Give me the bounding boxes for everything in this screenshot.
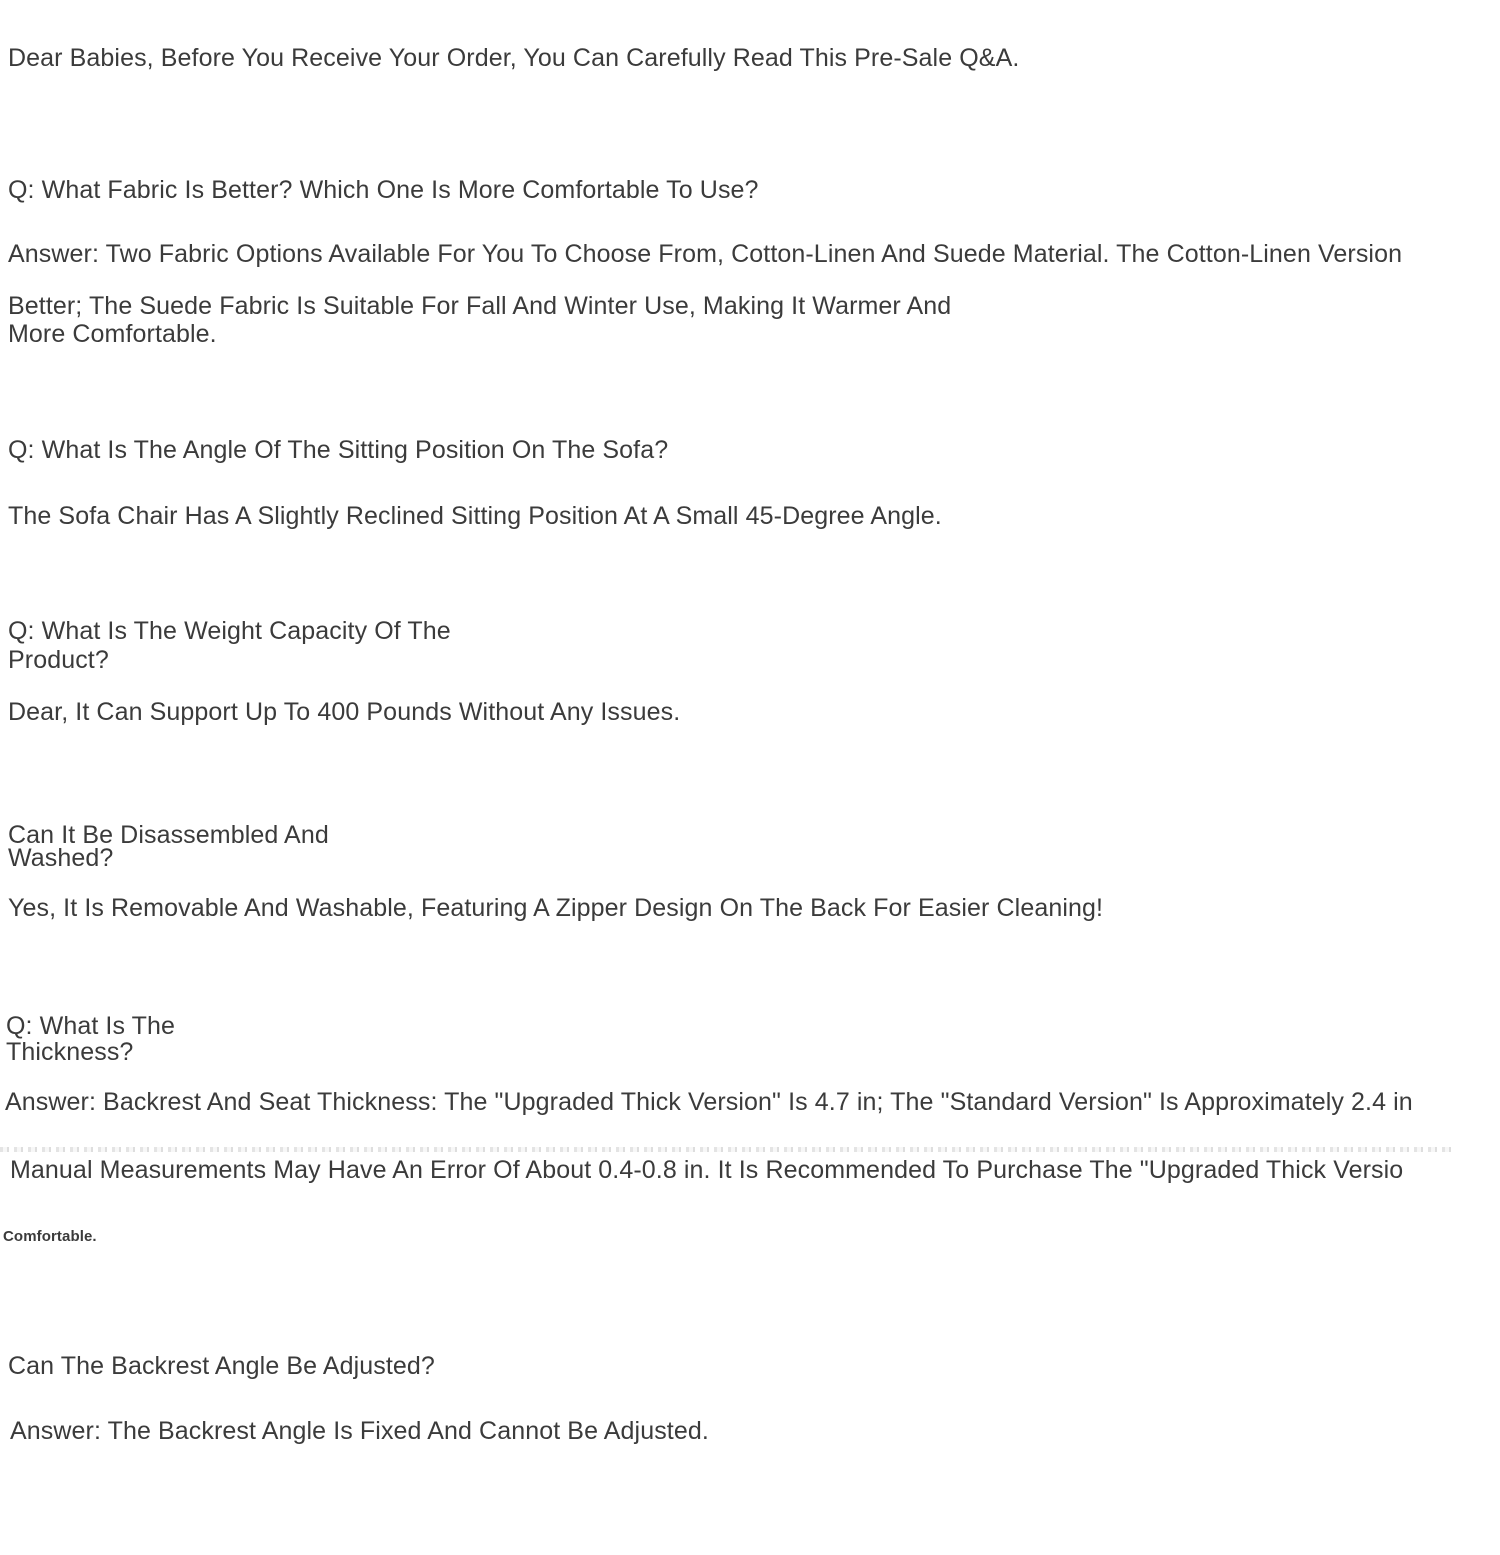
answer-thickness-line-3: Comfortable.: [3, 1228, 97, 1245]
answer-weight: Dear, It Can Support Up To 400 Pounds Without Any Issues.: [8, 698, 681, 726]
divider: [0, 1147, 1455, 1152]
question-thickness-line-2: Thickness?: [6, 1038, 134, 1066]
answer-fabric-line-1: Answer: Two Fabric Options Available For You To Choose From, Cotton-Linen And Suede Material. The Cotton-Linen Version: [8, 240, 1403, 268]
answer-backrest: Answer: The Backrest Angle Is Fixed And Cannot Be Adjusted.: [10, 1417, 709, 1445]
question-backrest: Can The Backrest Angle Be Adjusted?: [8, 1352, 435, 1380]
answer-wash: Yes, It Is Removable And Washable, Featuring A Zipper Design On The Back For Easier Cleaning!: [8, 894, 1104, 922]
question-weight-line-2: Product?: [8, 646, 109, 674]
answer-thickness-line-2: Manual Measurements May Have An Error Of About 0.4-0.8 in. It Is Recommended To Purchase The "Upgraded Thick Versio: [10, 1156, 1404, 1184]
answer-fabric-line-2: Better; The Suede Fabric Is Suitable For Fall And Winter Use, Making It Warmer And: [8, 292, 952, 320]
question-angle: Q: What Is The Angle Of The Sitting Position On The Sofa?: [8, 436, 669, 464]
question-wash-line-2: Washed?: [8, 844, 114, 872]
answer-angle: The Sofa Chair Has A Slightly Reclined Sitting Position At A Small 45-Degree Angle.: [8, 502, 942, 530]
answer-fabric-line-3: More Comfortable.: [8, 320, 217, 348]
question-thickness-line-1: Q: What Is The: [6, 1012, 176, 1040]
question-fabric: Q: What Fabric Is Better? Which One Is More Comfortable To Use?: [8, 176, 759, 204]
question-wash-line-1: Can It Be Disassembled And: [8, 821, 329, 849]
answer-thickness-line-1: Answer: Backrest And Seat Thickness: The "Upgraded Thick Version" Is 4.7 in; The "Standard Version" Is Approximately 2.4 in: [5, 1088, 1413, 1116]
question-weight-line-1: Q: What Is The Weight Capacity Of The: [8, 617, 451, 645]
intro-text: Dear Babies, Before You Receive Your Order, You Can Carefully Read This Pre-Sale Q&A.: [8, 44, 1020, 72]
